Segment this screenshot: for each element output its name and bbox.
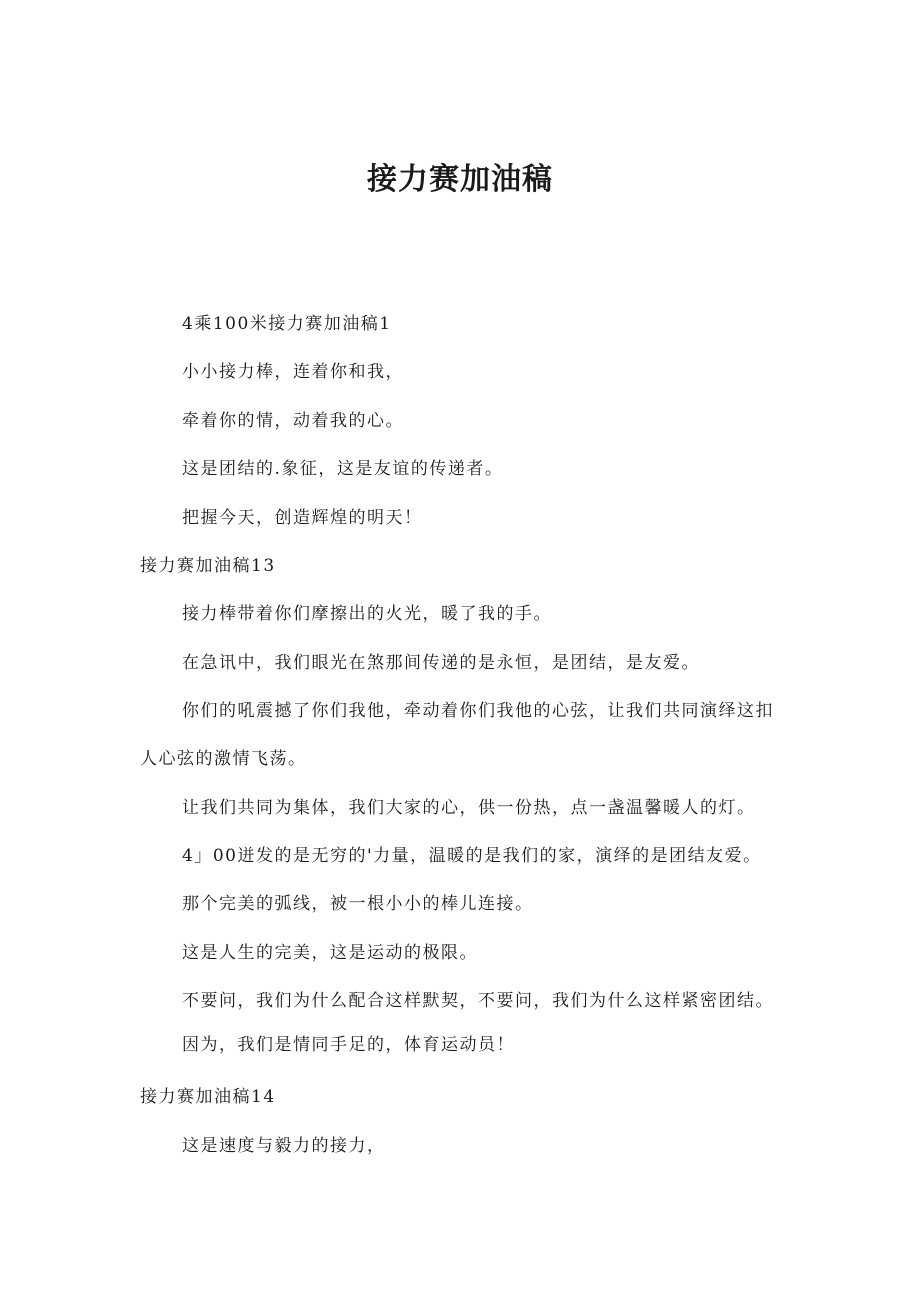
text-line: 这是速度与毅力的接力，	[182, 1136, 386, 1156]
text-line: 人心弦的激情飞荡。	[140, 749, 307, 769]
text-line: 那个完美的弧线，被一根小小的棒儿连接。	[182, 894, 534, 914]
text-line: 这是人生的完美，这是运动的极限。	[182, 943, 478, 963]
text-line: 牵着你的情，动着我的心。	[182, 411, 404, 431]
section-heading: 接力赛加油稿13	[140, 556, 276, 576]
text-line: 你们的吼震撼了你们我他，牵动着你们我他的心弦，让我们共同演绎这扣	[182, 701, 774, 721]
text-line: 小小接力棒，连着你和我，	[182, 362, 404, 382]
text-line: 因为，我们是情同手足的，体育运动员！	[182, 1035, 515, 1055]
text-line: 接力棒带着你们摩擦出的火光，暖了我的手。	[182, 604, 552, 624]
text-line: 这是团结的.象征，这是友谊的传递者。	[182, 459, 504, 479]
document-title: 接力赛加油稿	[367, 162, 553, 197]
section-heading: 4乘100米接力赛加油稿1	[182, 314, 392, 334]
text-line: 4」00迸发的是无穷的'力量，温暖的是我们的家，演绎的是团结友爱。	[182, 846, 762, 866]
text-line: 在急讯中，我们眼光在煞那间传递的是永恒，是团结，是友爱。	[182, 653, 700, 673]
text-line: 不要问，我们为什么配合这样默契，不要问，我们为什么这样紧密团结。	[182, 991, 774, 1011]
section-heading: 接力赛加油稿14	[140, 1087, 276, 1107]
text-line: 让我们共同为集体，我们大家的心，供一份热，点一盏温馨暖人的灯。	[182, 798, 756, 818]
text-line: 把握今天，创造辉煌的明天！	[182, 508, 423, 528]
